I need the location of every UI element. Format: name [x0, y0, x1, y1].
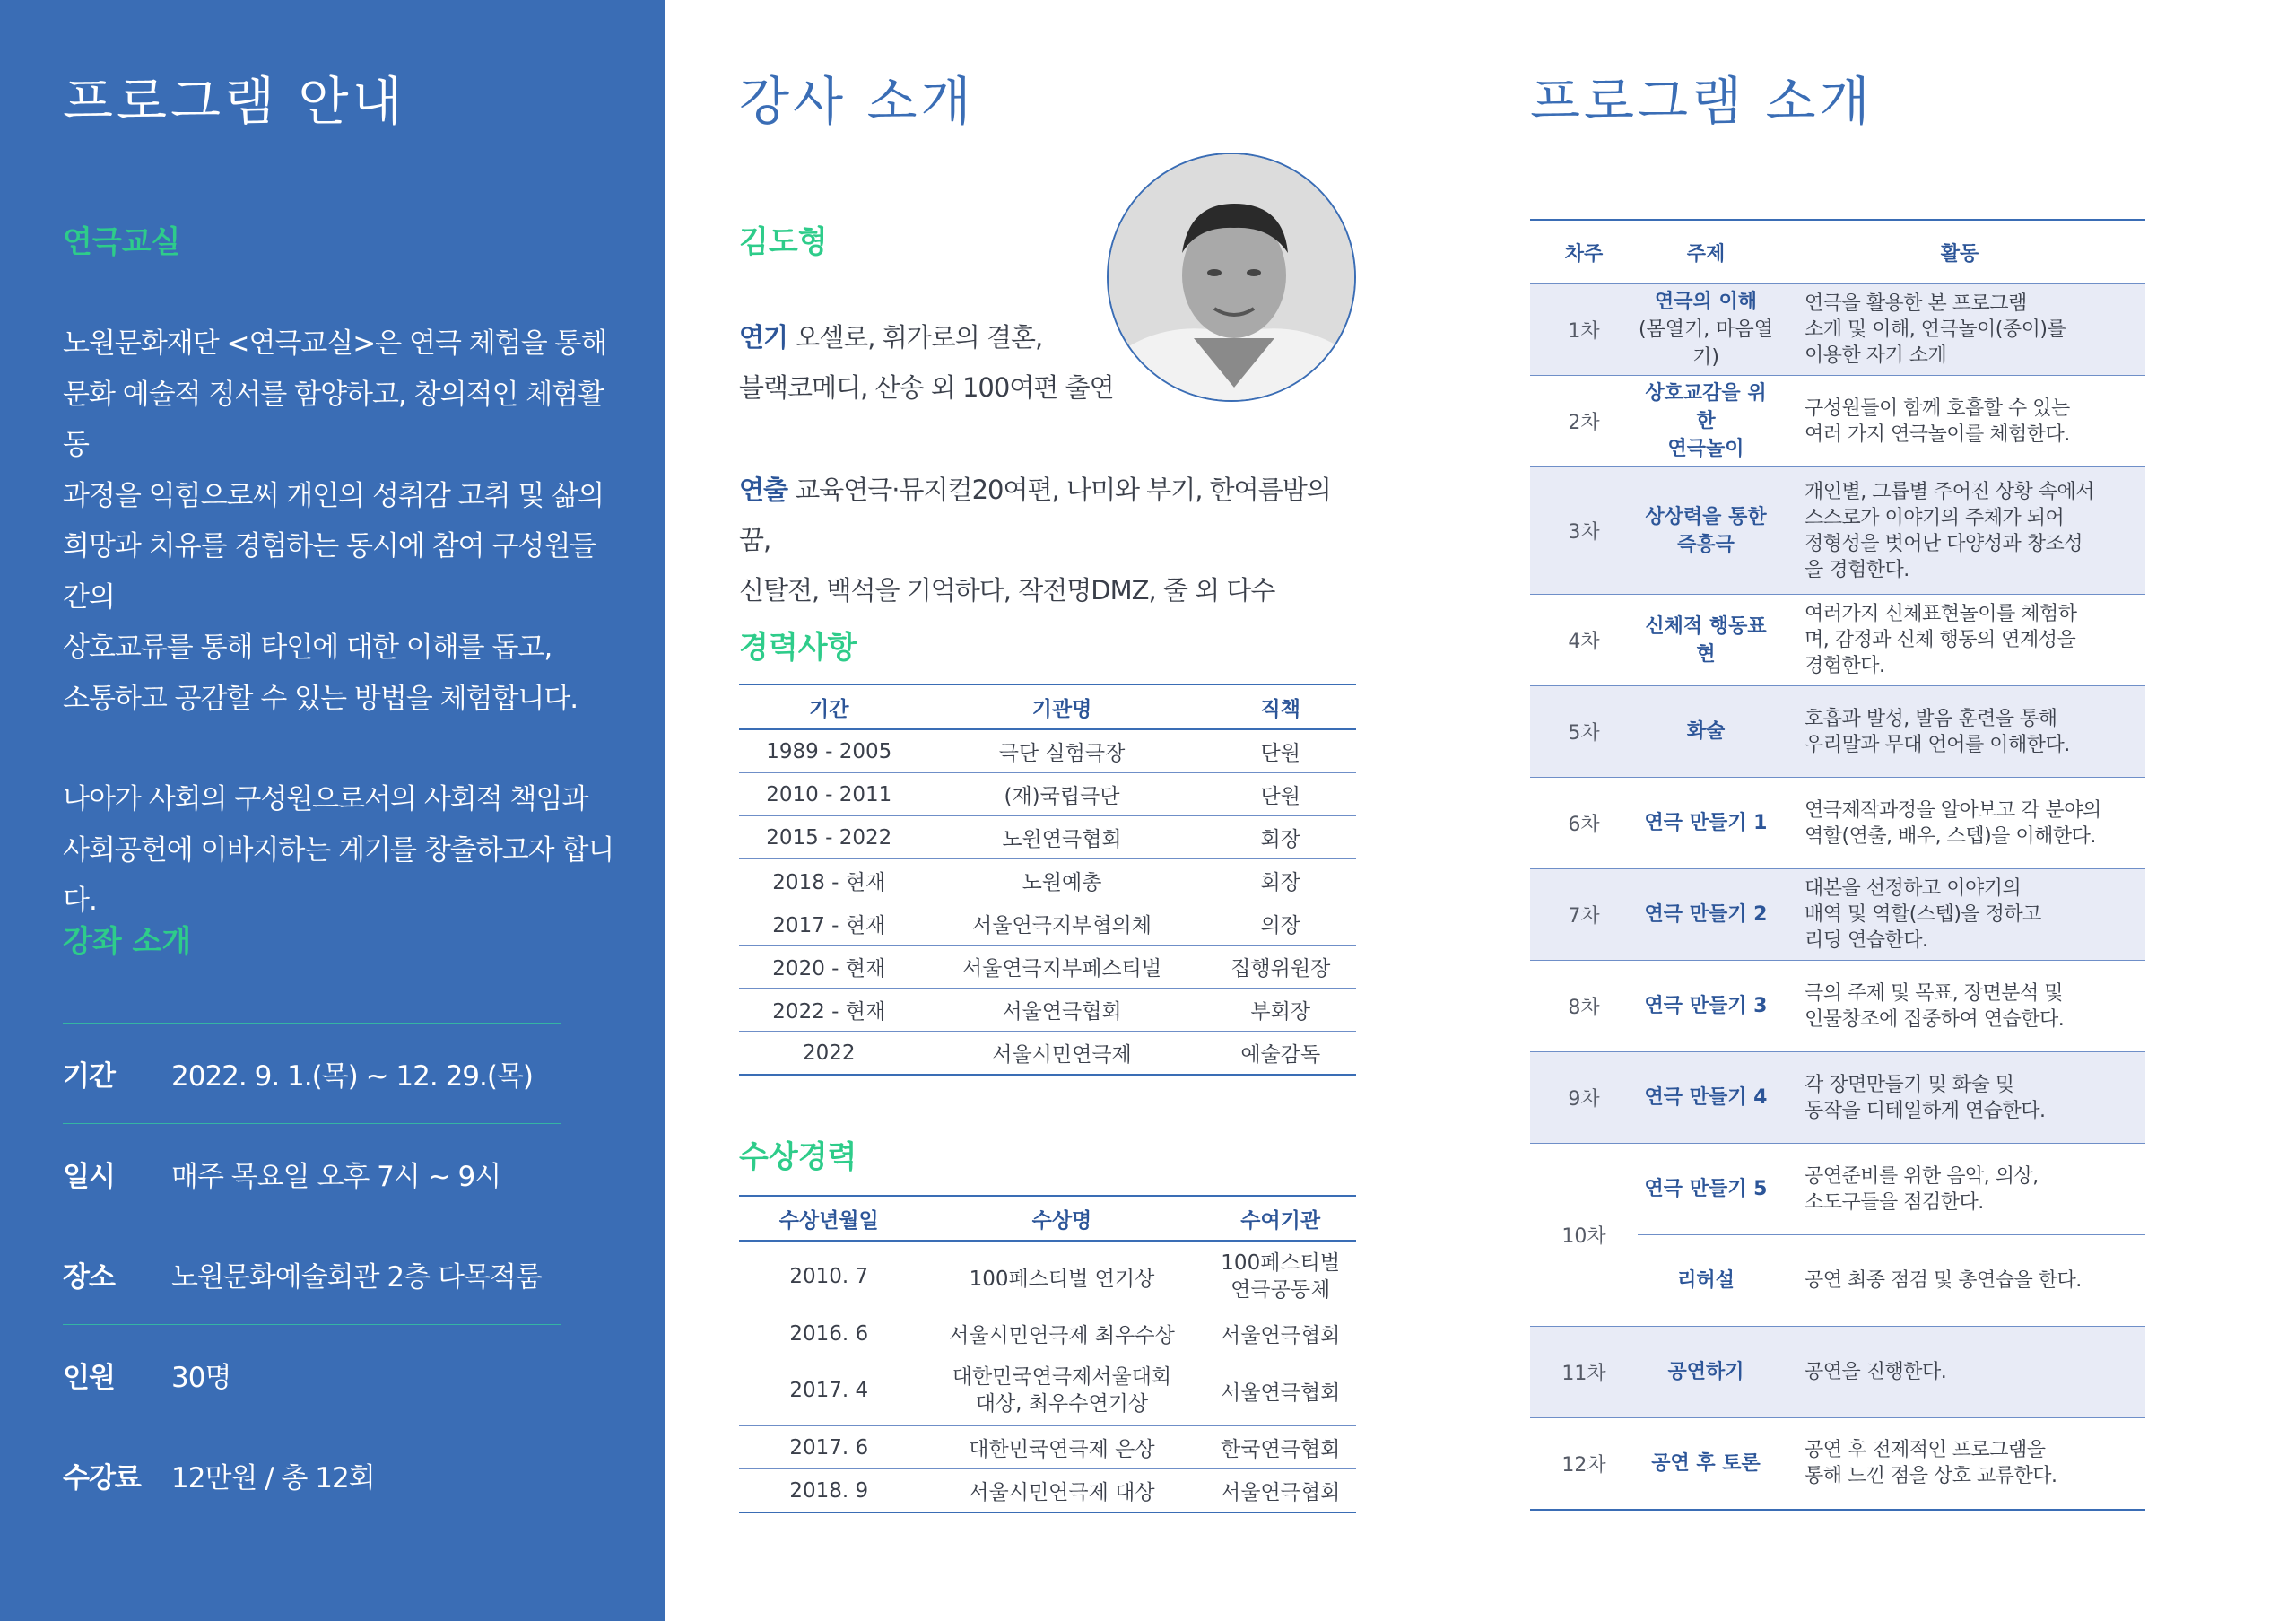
program-row	[1530, 778, 2145, 869]
week-cell: 6차	[1530, 778, 1638, 869]
table-row	[739, 1426, 1356, 1469]
career-cell: 극단 실험극장	[918, 729, 1205, 773]
award-cell: 서울시민연극제 최우수상	[918, 1312, 1205, 1355]
intro-paragraph-2: 나아가 사회의 구성원으로서의 사회적 책임과 사회공헌에 이바지하는 계기를 창출하고자 합니다.	[63, 783, 614, 917]
table-row	[739, 816, 1356, 859]
awards-title: 수상경력	[739, 1139, 857, 1175]
career-cell: 노원연극협회	[918, 816, 1205, 859]
program-row	[1530, 284, 2145, 376]
week-cell: 1차	[1530, 284, 1638, 376]
career-cell: (재)국립극단	[918, 773, 1205, 816]
left-panel	[0, 0, 665, 1621]
program-schedule-table	[1530, 219, 2145, 1511]
intro-paragraph-1: 노원문화재단 <연극교실>은 연극 체험을 통해 문화 예술적 정서를 함양하고, 창의적인 체험활동 과정을 익힘으로써 개인의 성취감 고취 및 삶의 희망과 치유를 경험하는 동시에 참여 구성원들 간의 상호교류를 통해 타인에 대한 이해를 돕고, 소통하고 공감할 수 있는 방법을 체험합니다.	[63, 327, 607, 715]
career-cell: 2017 - 현재	[739, 902, 918, 946]
topic-sub: (몸열기, 마음열기)	[1638, 318, 1774, 369]
table-row	[739, 1032, 1356, 1076]
activity-cell: 구성원들이 함께 호흡할 수 있는 여러 가지 연극놀이를 체험한다.	[1774, 376, 2145, 467]
topic-cell: 리허설	[1638, 1235, 1774, 1327]
acting-label: 연기	[739, 322, 788, 353]
table-row	[739, 773, 1356, 816]
career-cell: 회장	[1205, 859, 1356, 902]
program-row	[1530, 467, 2145, 595]
week-cell: 8차	[1530, 961, 1638, 1052]
week-cell: 11차	[1530, 1327, 1638, 1418]
award-cell: 대한민국연극제 은상	[918, 1426, 1205, 1469]
course-info-list	[63, 1023, 561, 1525]
program-row	[1530, 869, 2145, 961]
directing-text-1: 교육연극·뮤지컬20여편, 나미와 부기, 한여름밤의 꿈,	[739, 475, 1331, 555]
program-row	[1530, 686, 2145, 778]
activity-cell: 각 장면만들기 및 화술 및 동작을 디테일하게 연습한다.	[1774, 1052, 2145, 1144]
award-cell: 서울연극협회	[1205, 1469, 1356, 1513]
award-header-row	[739, 1196, 1356, 1241]
info-value: 30명	[171, 1362, 231, 1394]
award-cell: 대한민국연극제서울대회 대상, 최우수연기상	[918, 1355, 1205, 1426]
award-cell: 100페스티벌 연극공동체	[1205, 1241, 1356, 1312]
course-info-row	[63, 1123, 561, 1224]
directing-career	[739, 465, 1367, 615]
activity-cell: 공연준비를 위한 음악, 의상, 소도구들을 점검한다.	[1774, 1144, 2145, 1235]
instructor-name: 김도형	[739, 224, 828, 260]
course-info-row	[63, 1425, 561, 1525]
activity-cell: 공연을 진행한다.	[1774, 1327, 2145, 1418]
award-cell: 2010. 7	[739, 1241, 918, 1312]
activity-cell: 대본을 선정하고 이야기의 배역 및 역할(스텝)을 정하고 리딩 연습한다.	[1774, 869, 2145, 961]
program-row	[1530, 961, 2145, 1052]
program-row	[1530, 595, 2145, 686]
award-cell: 한국연극협회	[1205, 1426, 1356, 1469]
week-cell: 4차	[1530, 595, 1638, 686]
topic-cell: 연극 만들기 2	[1638, 869, 1774, 961]
activity-cell: 연극을 활용한 본 프로그램 소개 및 이해, 연극놀이(종이)를 이용한 자기 소개	[1774, 284, 2145, 376]
career-cell: 서울시민연극제	[918, 1032, 1205, 1076]
topic-cell: 연극의 이해 (몸열기, 마음열기)	[1638, 284, 1774, 376]
table-row	[739, 729, 1356, 773]
career-cell: 2018 - 현재	[739, 859, 918, 902]
table-row	[739, 902, 1356, 946]
table-row	[739, 989, 1356, 1032]
topic-cell: 공연하기	[1638, 1327, 1774, 1418]
topic-cell: 화술	[1638, 686, 1774, 778]
info-label: 기간	[63, 1060, 115, 1093]
award-cell: 2017. 4	[739, 1355, 918, 1426]
topic-cell: 신체적 행동표현	[1638, 595, 1774, 686]
topic-cell: 공연 후 토론	[1638, 1418, 1774, 1510]
directing-text-2: 신탈전, 백석을 기억하다, 작전명DMZ, 줄 외 다수	[739, 575, 1275, 606]
activity-cell: 여러가지 신체표현놀이를 체험하 며, 감정과 신체 행동의 연계성을 경험한다.	[1774, 595, 2145, 686]
career-cell: 서울연극지부협의체	[918, 902, 1205, 946]
award-cell: 100페스티벌 연기상	[918, 1241, 1205, 1312]
program-column-header: 차주	[1530, 220, 1638, 284]
week-cell: 10차	[1530, 1144, 1638, 1327]
acting-text-1: 오셀로, 휘가로의 결혼,	[787, 322, 1043, 353]
activity-cell: 호흡과 발성, 발음 훈련을 통해 우리말과 무대 언어를 이해한다.	[1774, 686, 2145, 778]
week-cell: 3차	[1530, 467, 1638, 595]
acting-career	[739, 312, 1367, 413]
career-table	[739, 684, 1356, 1076]
career-cell: 2015 - 2022	[739, 816, 918, 859]
course-info-row	[63, 1023, 561, 1123]
award-cell: 서울연극협회	[1205, 1312, 1356, 1355]
table-row	[739, 1312, 1356, 1355]
table-row	[739, 1355, 1356, 1426]
week-cell: 5차	[1530, 686, 1638, 778]
career-cell: 노원예총	[918, 859, 1205, 902]
intro-text	[63, 318, 619, 927]
topic-cell: 상상력을 통한 즉흥극	[1638, 467, 1774, 595]
career-cell: 부회장	[1205, 989, 1356, 1032]
topic-cell: 상호교감을 위한 연극놀이	[1638, 376, 1774, 467]
career-cell: 2022	[739, 1032, 918, 1076]
awards-table	[739, 1195, 1356, 1513]
acting-text-2: 블랙코메디, 산송 외 100여편 출연	[739, 372, 1114, 403]
program-column-header: 주제	[1638, 220, 1774, 284]
career-cell: 회장	[1205, 816, 1356, 859]
career-cell: 단원	[1205, 729, 1356, 773]
topic-cell: 연극 만들기 3	[1638, 961, 1774, 1052]
program-header-row	[1530, 220, 2145, 284]
table-row	[739, 946, 1356, 989]
career-header-row	[739, 684, 1356, 729]
table-row	[739, 1241, 1356, 1312]
week-cell: 7차	[1530, 869, 1638, 961]
career-cell: 1989 - 2005	[739, 729, 918, 773]
award-cell: 서울연극협회	[1205, 1355, 1356, 1426]
info-value: 노원문화예술회관 2층 다목적룸	[171, 1261, 542, 1294]
info-value: 12만원 / 총 12회	[171, 1462, 375, 1495]
topic-cell: 연극 만들기 5	[1638, 1144, 1774, 1235]
career-cell: 예술감독	[1205, 1032, 1356, 1076]
course-info-row	[63, 1224, 561, 1324]
activity-cell: 극의 주제 및 목표, 장면분석 및 인물창조에 집중하여 연습한다.	[1774, 961, 2145, 1052]
award-cell: 서울시민연극제 대상	[918, 1469, 1205, 1513]
career-cell: 단원	[1205, 773, 1356, 816]
activity-cell: 공연 최종 점검 및 총연습을 한다.	[1774, 1235, 2145, 1327]
award-column-header: 수상명	[918, 1196, 1205, 1241]
program-column	[1530, 0, 2149, 1621]
program-row	[1530, 1144, 2145, 1235]
career-column-header: 직책	[1205, 684, 1356, 729]
table-row	[739, 1469, 1356, 1513]
program-row	[1530, 1327, 2145, 1418]
info-value: 2022. 9. 1.(목) ~ 12. 29.(목)	[171, 1060, 534, 1093]
career-cell: 2010 - 2011	[739, 773, 918, 816]
award-cell: 2017. 6	[739, 1426, 918, 1469]
info-label: 일시	[63, 1161, 115, 1193]
instructor-title: 강사 소개	[739, 71, 975, 132]
week-cell: 2차	[1530, 376, 1638, 467]
table-row	[739, 859, 1356, 902]
career-column-header: 기간	[739, 684, 918, 729]
program-row	[1530, 376, 2145, 467]
info-label: 장소	[63, 1261, 115, 1294]
award-cell: 2016. 6	[739, 1312, 918, 1355]
program-row	[1530, 1052, 2145, 1144]
career-cell: 집행위원장	[1205, 946, 1356, 989]
instructor-column	[739, 0, 1358, 1621]
info-label: 인원	[63, 1362, 115, 1394]
info-value: 매주 목요일 오후 7시 ~ 9시	[171, 1161, 501, 1193]
career-cell: 서울연극지부페스티벌	[918, 946, 1205, 989]
week-cell: 12차	[1530, 1418, 1638, 1510]
program-column-header: 활동	[1774, 220, 2145, 284]
activity-cell: 개인별, 그룹별 주어진 상황 속에서 스스로가 이야기의 주체가 되어 정형성을 벗어난 다양성과 창조성 을 경험한다.	[1774, 467, 2145, 595]
career-cell: 의장	[1205, 902, 1356, 946]
topic-cell: 연극 만들기 1	[1638, 778, 1774, 869]
program-guide-title: 프로그램 안내	[63, 71, 406, 132]
award-cell: 2018. 9	[739, 1469, 918, 1513]
program-intro-title: 프로그램 소개	[1530, 71, 1874, 132]
career-cell: 2020 - 현재	[739, 946, 918, 989]
career-cell: 2022 - 현재	[739, 989, 918, 1032]
directing-label: 연출	[739, 475, 788, 505]
section-course-intro: 강좌 소개	[63, 924, 192, 960]
program-row	[1530, 1418, 2145, 1510]
award-column-header: 수상년월일	[739, 1196, 918, 1241]
award-column-header: 수여기관	[1205, 1196, 1356, 1241]
career-cell: 서울연극협회	[918, 989, 1205, 1032]
activity-cell: 공연 후 전제적인 프로그램을 통해 느낀 점을 상호 교류한다.	[1774, 1418, 2145, 1510]
info-label: 수강료	[63, 1462, 141, 1495]
topic-cell: 연극 만들기 4	[1638, 1052, 1774, 1144]
week-cell: 9차	[1530, 1052, 1638, 1144]
course-info-row	[63, 1324, 561, 1425]
career-column-header: 기관명	[918, 684, 1205, 729]
activity-cell: 연극제작과정을 알아보고 각 분야의 역할(연출, 배우, 스텝)을 이해한다.	[1774, 778, 2145, 869]
section-theater-class: 연극교실	[63, 224, 181, 260]
career-title: 경력사항	[739, 630, 857, 666]
